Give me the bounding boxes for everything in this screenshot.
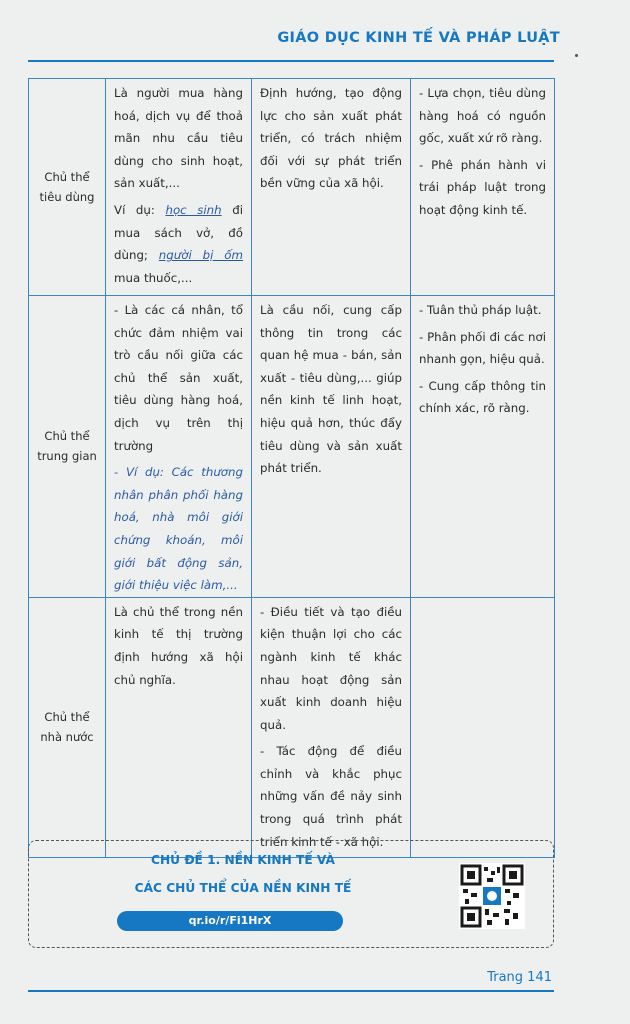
responsibility-item: - Cung cấp thông tin chính xác, rõ ràng. [419, 378, 546, 416]
responsibility-item: - Phê phán hành vi trái pháp luật trong hoạt động kinh tế. [419, 157, 546, 217]
economic-subjects-table [28, 78, 555, 858]
page-header-title: GIÁO DỤC KINH TẾ VÀ PHÁP LUẬT [277, 30, 560, 46]
function-cell [252, 79, 411, 296]
footer-rule [28, 990, 554, 992]
function-item: - Điều tiết và tạo điều kiện thuận lợi cho các ngành kinh tế khác nhau hoạt động sản xuất kinh doanh hiệu quả. [260, 604, 402, 732]
role-cell [106, 79, 252, 296]
header-rule [28, 60, 554, 62]
decorative-dot [575, 54, 578, 57]
subject-label: Chủ thể [44, 710, 90, 725]
subject-cell [29, 79, 106, 296]
subject-cell [29, 597, 106, 858]
promo-link[interactable]: qr.io/r/Fi1HrX [117, 911, 343, 931]
promo-title: CHỦ ĐỀ 1. NỀN KINH TẾ VÀ [151, 853, 335, 867]
subject-label: Chủ thể [44, 429, 90, 444]
function-cell [252, 597, 411, 858]
function-text: Là cầu nối, cung cấp thông tin trong các quan hệ mua - bán, sản xuất - tiêu dùng,... giúp nền kinh tế linh hoạt, hiệu quả hơn, thúc đẩy tiêu dùng và sản xuất phát triển. [260, 303, 402, 476]
example-text: Ví dụ: học sinh đi mua sách vở, đồ dùng; người bị ốm mua thuốc,... [114, 202, 243, 285]
example-text: - Ví dụ: Các thương nhân phân phối hàng hoá, nhà môi giới chứng khoán, môi giới bất động sản, giới thiệu việc làm,... [114, 465, 243, 593]
subject-label: nhà nước [40, 730, 94, 745]
subject-label: tiêu dùng [39, 190, 95, 204]
subject-cell [29, 296, 106, 598]
role-cell [106, 296, 252, 598]
responsibility-item: - Tuân thủ pháp luật. [419, 303, 542, 317]
role-text: Là người mua hàng hoá, dịch vụ để thoả mãn nhu cầu tiêu dùng cho sinh hoạt, sản xuất,... [114, 86, 243, 191]
table-row [29, 597, 555, 858]
function-cell [252, 296, 411, 598]
role-text: Là chủ thể trong nền kinh tế thị trường định hướng xã hội chủ nghĩa. [114, 604, 243, 687]
responsibility-item: - Lựa chọn, tiêu dùng hàng hoá có nguồn gốc, xuất xứ rõ ràng. [419, 86, 546, 146]
role-text: - Là các cá nhân, tổ chức đảm nhiệm vai trò cầu nối giữa các chủ thể sản xuất, tiêu dùng hàng hoá, dịch vụ trên thị trường [114, 303, 243, 453]
qr-code-icon[interactable] [459, 863, 525, 929]
subject-label: Chủ thể [44, 170, 90, 184]
table-row [29, 296, 555, 598]
function-item: - Tác động để điều chỉnh và khắc phục những vấn đề nảy sinh trong quá trình phát triển kinh tế - xã hội. [260, 744, 402, 849]
topic-promo-box [28, 840, 554, 948]
responsibility-cell [411, 79, 555, 296]
responsibility-cell [411, 296, 555, 598]
table-row [29, 79, 555, 296]
subject-label: trung gian [37, 449, 97, 464]
page-number: Trang 141 [487, 970, 552, 985]
function-text: Định hướng, tạo động lực cho sản xuất phát triển, có trách nhiệm đối với sự phát triển bền vững của xã hội. [260, 86, 402, 191]
responsibility-item: - Phân phối đi các nơi nhanh gọn, hiệu quả. [419, 329, 546, 367]
responsibility-cell [411, 597, 555, 858]
promo-title: CÁC CHỦ THỂ CỦA NỀN KINH TẾ [134, 881, 352, 895]
role-cell [106, 597, 252, 858]
